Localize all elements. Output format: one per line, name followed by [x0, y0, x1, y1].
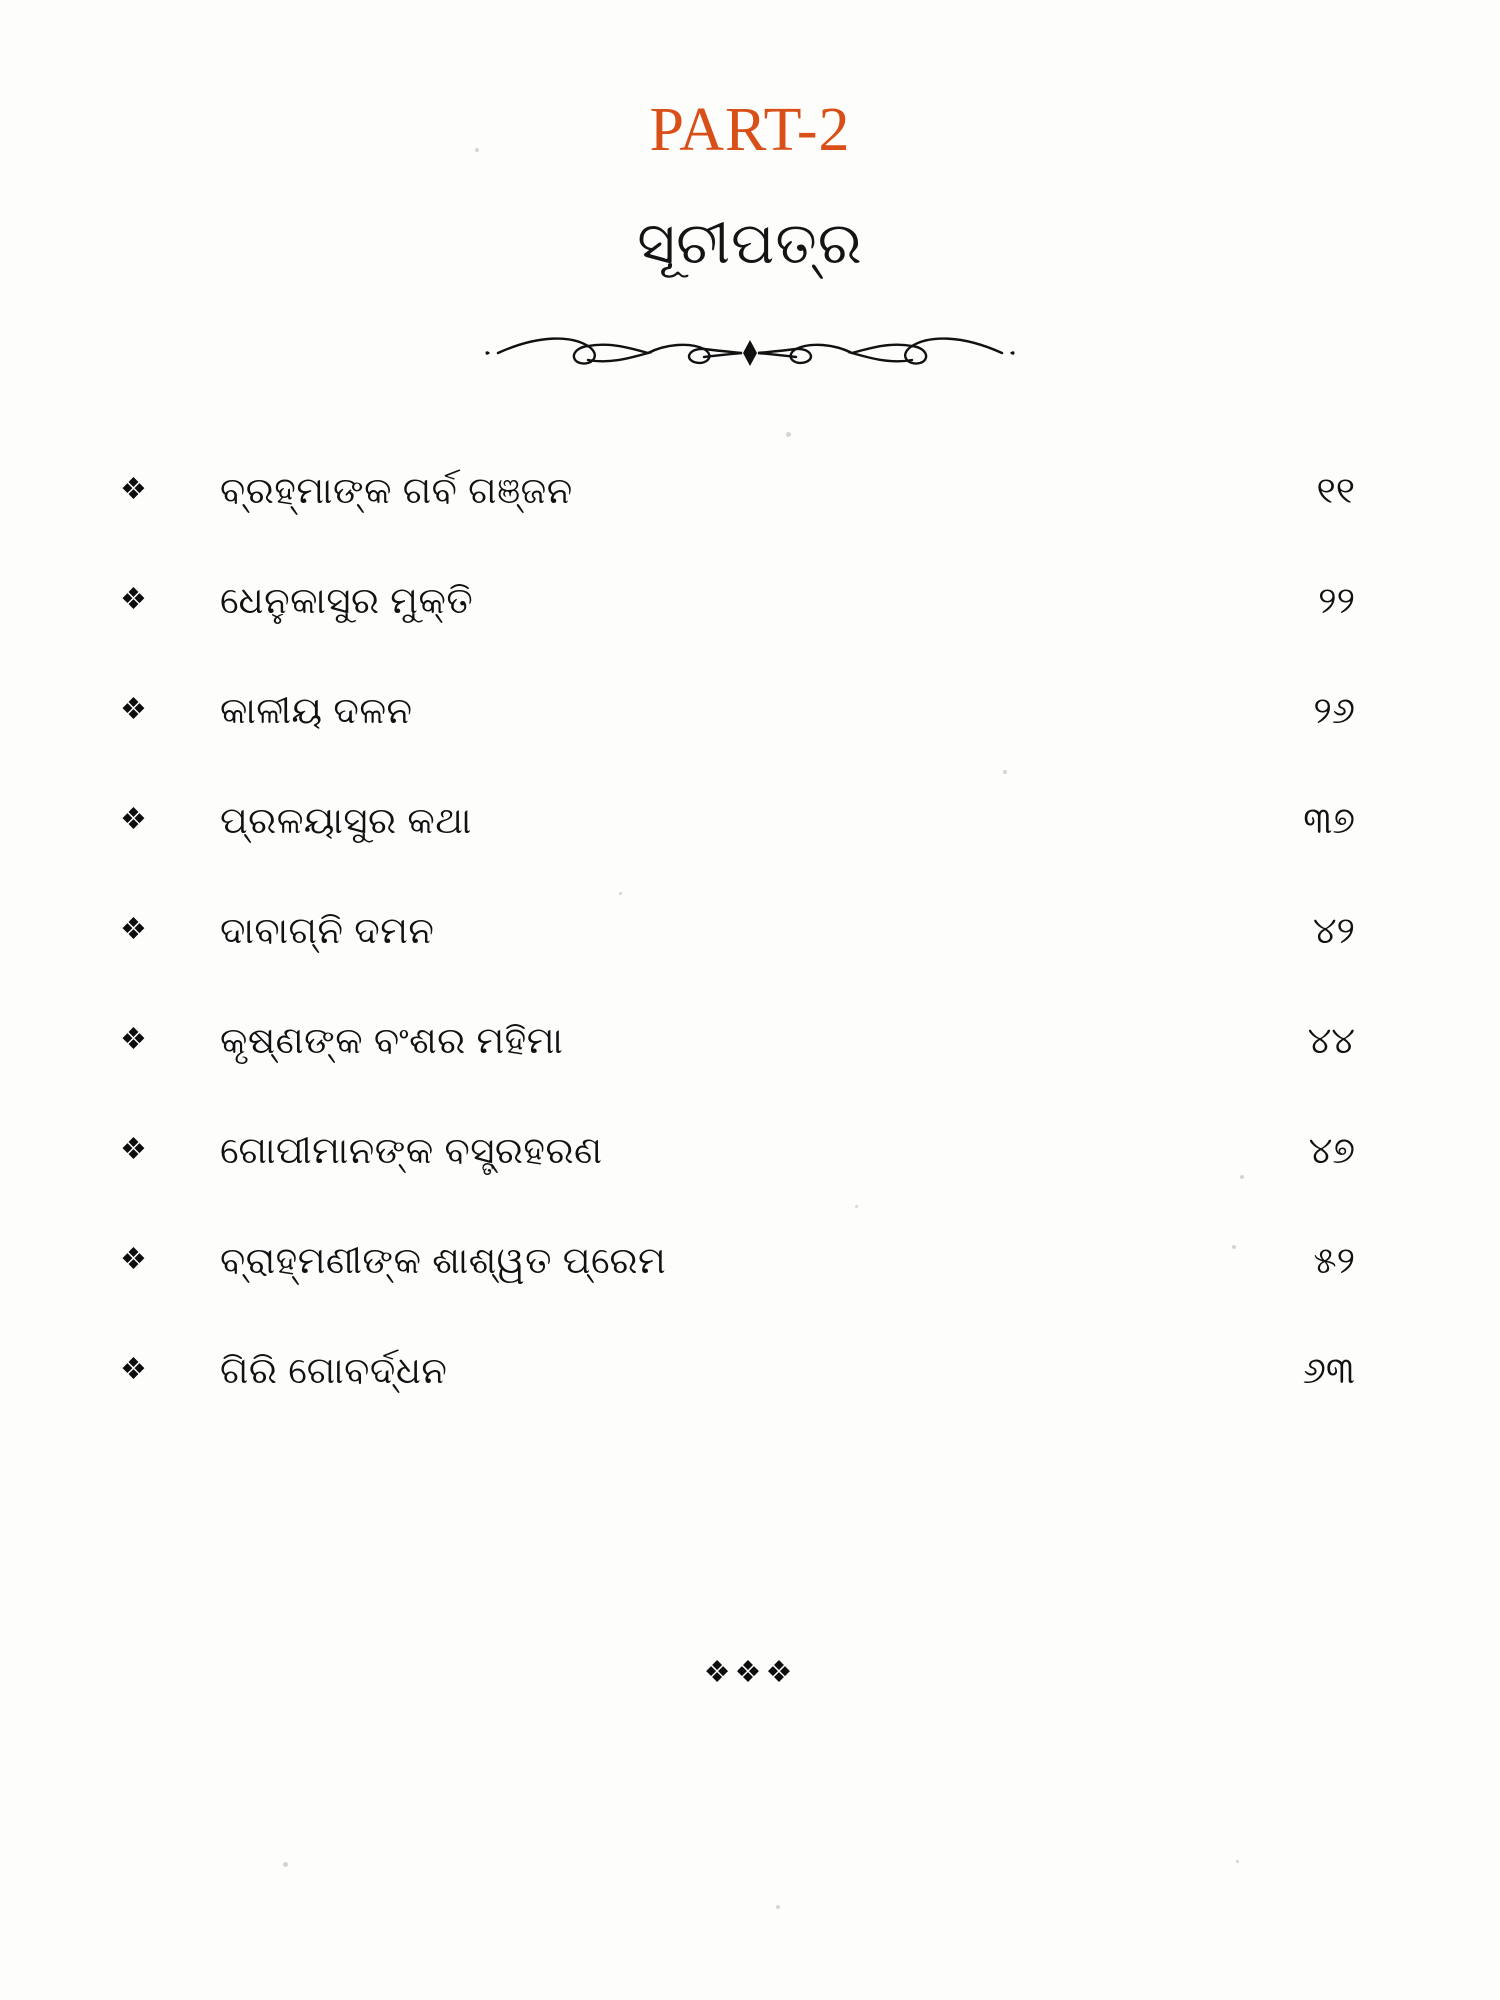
footer-ornament: ❖❖❖ [703, 1656, 797, 1689]
scan-speck [776, 1905, 780, 1909]
diamond-bullet-icon: ❖ [120, 1243, 147, 1276]
toc-entry-page: ୧୧ [1316, 470, 1355, 511]
part-title: PART-2 [649, 96, 851, 164]
scan-speck [1236, 1860, 1239, 1863]
toc-entry-label: ବ୍ରହ୍ମାଙ୍କ ଗର୍ବ ଗଞ୍ଜନ [220, 470, 573, 511]
diamond-bullet-icon: ❖ [120, 1353, 147, 1386]
toc-entry-page: ୪୨ [1312, 910, 1355, 951]
toc-entry[interactable] [120, 1240, 1390, 1350]
toc-entry-label: ଧେନୁକାସୁର ମୁକ୍ତି [220, 580, 474, 621]
diamond-bullet-icon: ❖ [120, 803, 147, 836]
scan-speck [786, 432, 791, 437]
diamond-bullet-icon: ❖ [120, 1023, 147, 1056]
diamond-bullet-icon: ❖ [120, 693, 147, 726]
toc-entry[interactable] [120, 800, 1390, 910]
toc-entry[interactable] [120, 470, 1390, 580]
toc-entry-label: ବ୍ରାହ୍ମଣୀଙ୍କ ଶାଶ୍ୱତ ପ୍ରେମ [220, 1240, 667, 1281]
diamond-bullet-icon: ❖ [120, 473, 147, 506]
diamond-bullet-icon: ❖ [120, 913, 147, 946]
toc-entry[interactable] [120, 690, 1390, 800]
diamond-bullet-icon: ❖ [120, 583, 147, 616]
page-title: ସୂଚୀପତ୍ର [637, 211, 863, 276]
toc-entry[interactable] [120, 1020, 1390, 1130]
toc-entry-page: ୪୭ [1308, 1130, 1355, 1171]
toc-entry-page: ୪୪ [1307, 1020, 1355, 1061]
floral-divider-ornament [0, 330, 1500, 380]
toc-entry-label: କାଳୀୟ ଦଳନ [220, 690, 413, 731]
toc-entry-page: ୨୬ [1313, 690, 1355, 731]
toc-entry-label: ଗିରି ଗୋବର୍ଦ୍ଧନ [220, 1350, 448, 1391]
table-of-contents [120, 470, 1390, 1460]
scan-speck [283, 1862, 288, 1867]
toc-entry[interactable] [120, 1130, 1390, 1240]
toc-entry-page: ୬୩ [1302, 1350, 1355, 1391]
toc-entry-page: ୨୨ [1318, 580, 1355, 621]
toc-entry-label: ଗୋପୀମାନଙ୍କ ବସ୍ତ୍ରହରଣ [220, 1130, 603, 1171]
toc-entry-label: ଦାବାଗ୍ନି ଦମନ [220, 910, 435, 951]
toc-entry-page: ୩୭ [1303, 800, 1355, 841]
toc-entry-label: ପ୍ରଳୟାସୁର କଥା [220, 800, 472, 841]
toc-entry[interactable] [120, 910, 1390, 1020]
toc-entry-page: ୫୨ [1313, 1240, 1355, 1281]
toc-entry[interactable] [120, 1350, 1390, 1460]
toc-entry-label: କୃଷ୍ଣଙ୍କ ବଂଶର ମହିମା [220, 1020, 564, 1061]
toc-entry[interactable] [120, 580, 1390, 690]
diamond-bullet-icon: ❖ [120, 1133, 147, 1166]
